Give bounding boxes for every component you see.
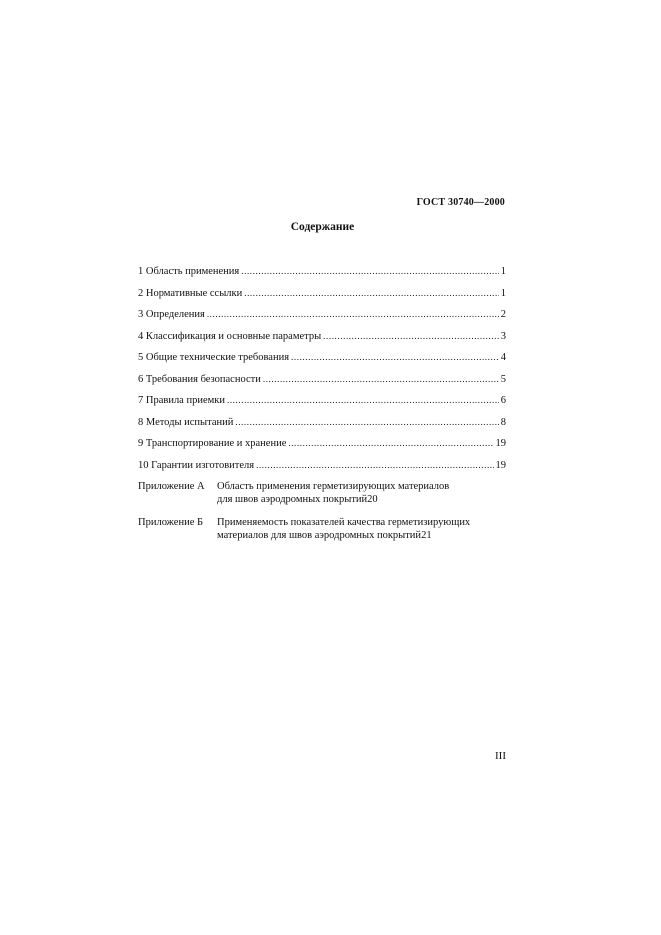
toc-entry-page: 4 [500,352,506,363]
toc-entry-page: 5 [500,373,506,385]
appendix-title-line2: материалов для швов аэродромных покрытий [217,530,422,541]
appendix-page: 21 [421,530,432,541]
dot-leader [207,308,499,321]
toc-entry-page: 1 [500,287,506,299]
toc-entry-10[interactable] [138,459,506,472]
appendix-title-line1: Область применения герметизирующих материалов [217,481,450,492]
toc-appendix-a[interactable] [138,480,506,506]
toc-entry-page: 3 [500,330,506,342]
toc-appendix-b[interactable] [138,516,506,542]
dot-leader [263,373,499,386]
toc-entry-5[interactable] [138,351,506,364]
toc-entry-page: 6 [500,395,506,406]
toc-entry-title: 6 Требования безопасности [138,373,261,385]
toc-entry-title: 8 Методы испытаний [138,416,234,428]
toc-entry-7[interactable] [138,394,506,407]
toc-entry-4[interactable] [138,330,506,343]
dot-leader [256,459,493,472]
dot-leader [291,351,499,364]
toc-entry-page: 1 [500,266,506,277]
toc-entry-2[interactable] [138,287,506,300]
toc-entry-1[interactable] [138,265,506,278]
dot-leader [244,287,499,300]
dot-leader [235,416,498,429]
toc-entry-3[interactable] [138,308,506,321]
page-number: III [495,750,506,762]
dot-leader [288,437,493,450]
dot-leader [323,330,499,343]
toc-entry-6[interactable] [138,373,506,386]
toc-entry-title: 1 Область применения [138,266,240,277]
toc-title: Содержание [290,221,355,233]
toc-entry-page: 19 [495,459,506,471]
dot-leader [241,265,499,278]
toc-entry-title: 5 Общие технические требования [138,352,290,363]
appendix-title-line2: для швов аэродромных покрытий [217,494,368,505]
appendix-label: Приложение Б [138,517,204,528]
table-of-contents [138,265,506,552]
appendix-label: Приложение А [138,481,205,492]
toc-entry-page: 8 [500,416,506,428]
appendix-page: 20 [367,494,378,505]
toc-entry-9[interactable] [138,437,506,450]
toc-entry-title: 4 Классификация и основные параметры [138,330,322,342]
appendix-title-line1: Применяемость показателей качества герметизирующих [217,517,471,528]
toc-entry-8[interactable] [138,416,506,429]
toc-entry-title: 3 Определения [138,309,205,320]
toc-entry-title: 2 Нормативные ссылки [138,287,243,299]
toc-entry-title: 10 Гарантии изготовителя [138,459,255,471]
toc-entry-title: 7 Правила приемки [138,395,225,406]
toc-entry-page: 19 [495,438,506,449]
document-code: ГОСТ 30740—2000 [416,197,505,208]
toc-entry-title: 9 Транспортирование и хранение [138,438,287,449]
dot-leader [227,394,499,407]
toc-entry-page: 2 [500,309,506,320]
